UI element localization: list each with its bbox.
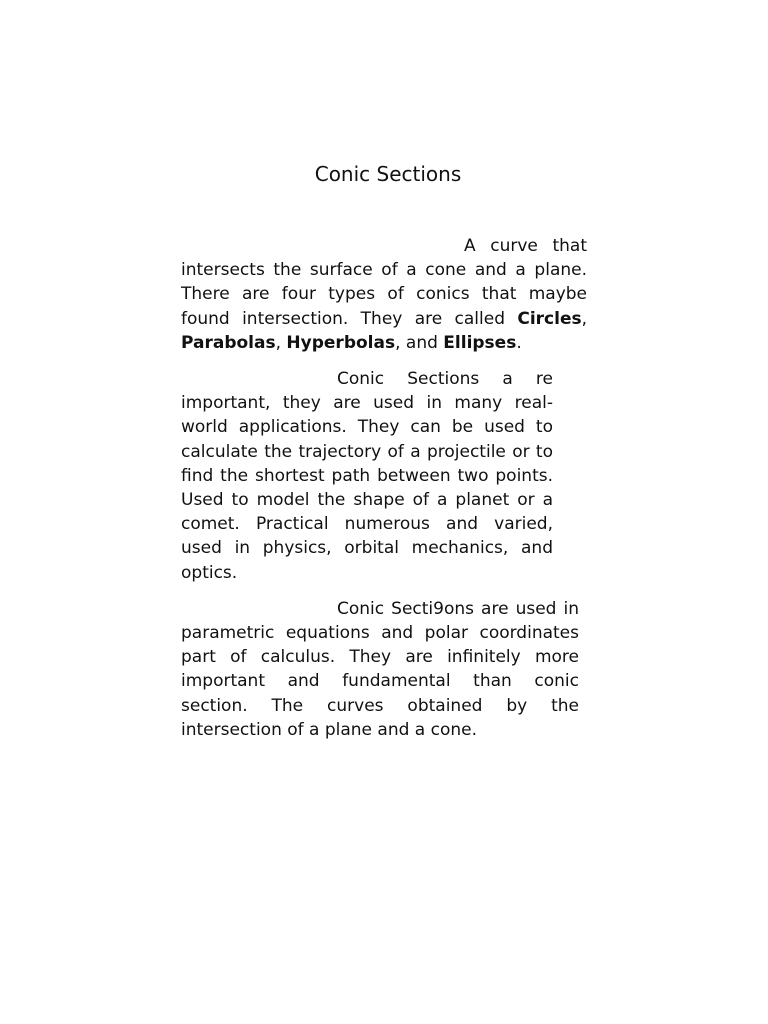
separator-3: , and	[395, 332, 438, 353]
paragraph-definition-end: .	[516, 332, 522, 353]
term-ellipses: Ellipses	[443, 332, 517, 353]
paragraph-applications: Conic Sections a re important, they are used in many real-world applications. They can be used to calculate the trajectory of a projectile or to find the shortest path between two points. Used to model the shape of a planet or a comet. Practical numerous and varied, used in physics, orbital mechanics, and optics.	[181, 369, 553, 583]
paragraph-calculus: Conic Secti9ons are used in parametric equations and polar coordinates part of calculus. They are infinitely more important and fundamental than conic section. The curves obtained by the intersection of a plane and a cone.	[181, 598, 579, 740]
separator-2: ,	[275, 332, 282, 353]
paragraph-definition-intro: A curve that intersects the surface of a cone and a plane. There are four types of conics that maybe found intersection. They are called	[181, 236, 587, 329]
paragraph-definition	[181, 234, 587, 355]
document-body	[181, 234, 587, 754]
document-title: Conic Sections	[314, 162, 462, 186]
term-circles: Circles	[517, 308, 582, 329]
term-parabolas: Parabolas	[181, 332, 276, 353]
term-hyperbolas: Hyperbolas	[286, 332, 396, 353]
separator-1: ,	[581, 308, 588, 329]
